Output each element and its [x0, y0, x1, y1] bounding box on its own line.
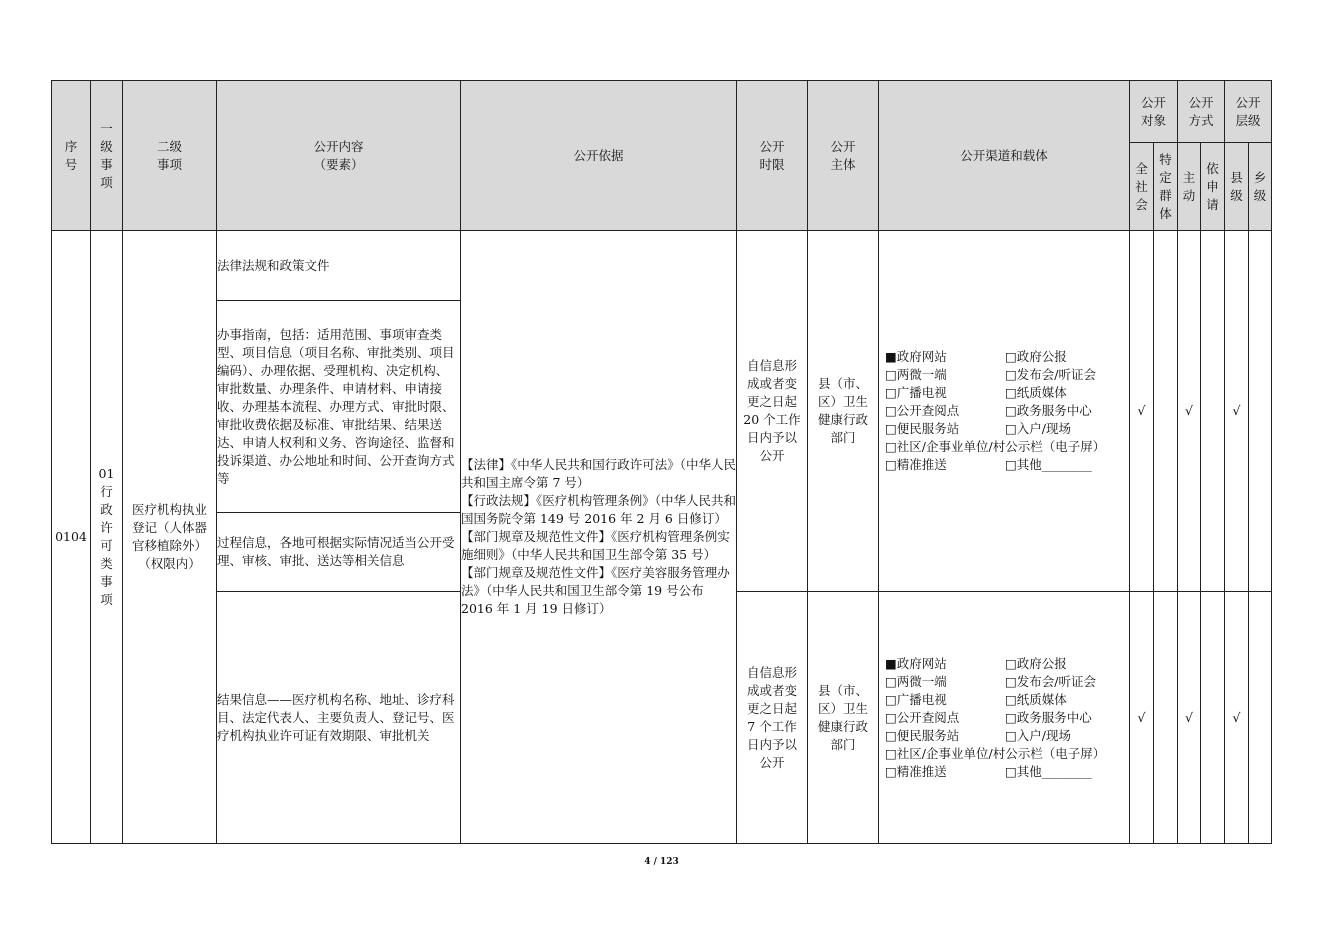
row-seq: 0104: [52, 231, 91, 844]
header-level1: 一 级 事 项: [91, 81, 123, 231]
header-target-all: 全 社 会: [1130, 143, 1154, 231]
content-result: 结果信息——医疗机构名称、地址、诊疗科目、法定代表人、主要负责人、登记号、医疗机构执业许可证有效期限、审批机关: [217, 592, 461, 844]
header-target: 公开 对象: [1130, 81, 1178, 143]
row-level2: 医疗机构执业 登记（人体器 官移植除外） （权限内）: [123, 231, 217, 844]
channels-1: ■政府网站 □政府公报 □两微一端 □发布会/听证会 □广播电视 □纸质媒体 □公开查阅点 □政务服务中心 □便民服务站 □入户/现场 □社区/企事业单位/村公示栏（电子屏） □精准推送 □其他________: [879, 231, 1130, 592]
header-seq: 序 号: [52, 81, 91, 231]
check-target-group-1: [1154, 231, 1178, 592]
subject-1: 县（市、 区）卫生 健康行政 部门: [808, 231, 879, 592]
check-level-county-2: √: [1225, 592, 1249, 844]
header-method-apply: 依 申 请: [1201, 143, 1225, 231]
content-laws: 法律法规和政策文件: [217, 231, 461, 301]
check-target-group-2: [1154, 592, 1178, 844]
content-guide: 办事指南，包括：适用范围、事项审查类型、项目信息（项目名称、审批类别、项目编码）、办理依据、受理机构、决定机构、审批数量、办理条件、申请材料、申请接收、办理基本流程、办理方式、审批时限、审批收费依据及标准、审批结果、结果送达、申请人权利和义务、咨询途径、监督和投诉渠道、办公地址和时间、公开查询方式等: [217, 301, 461, 513]
disclosure-table: [51, 80, 1272, 844]
check-method-active-1: √: [1178, 231, 1201, 592]
header-method-active: 主 动: [1178, 143, 1201, 231]
header-method: 公开 方式: [1178, 81, 1225, 143]
header-time-limit: 公开 时限: [737, 81, 808, 231]
check-target-all-1: √: [1130, 231, 1154, 592]
header-subject: 公开 主体: [808, 81, 879, 231]
check-level-township-1: [1249, 231, 1272, 592]
header-basis: 公开依据: [461, 81, 737, 231]
header-target-group: 特 定 群 体: [1154, 143, 1178, 231]
header-level2: 二级 事项: [123, 81, 217, 231]
channels-2: ■政府网站 □政府公报 □两微一端 □发布会/听证会 □广播电视 □纸质媒体 □公开查阅点 □政务服务中心 □便民服务站 □入户/现场 □社区/企事业单位/村公示栏（电子屏） □精准推送 □其他________: [879, 592, 1130, 844]
row-level1: 01 行 政 许 可 类 事 项: [91, 231, 123, 844]
check-method-apply-2: [1201, 592, 1225, 844]
header-channel: 公开渠道和载体: [879, 81, 1130, 231]
check-level-county-1: √: [1225, 231, 1249, 592]
check-target-all-2: √: [1130, 592, 1154, 844]
header-level-county: 县 级: [1225, 143, 1249, 231]
check-method-apply-1: [1201, 231, 1225, 592]
check-method-active-2: √: [1178, 592, 1201, 844]
content-process: 过程信息，各地可根据实际情况适当公开受理、审核、审批、送达等相关信息: [217, 513, 461, 592]
page-number: 4 / 123: [644, 857, 679, 867]
header-content: 公开内容 （要素）: [217, 81, 461, 231]
header-level: 公开 层级: [1225, 81, 1272, 143]
header-level-township: 乡 级: [1249, 143, 1272, 231]
check-level-township-2: [1249, 592, 1272, 844]
time-limit-2: 自信息形 成或者变 更之日起 7 个工作 日内予以 公开: [737, 592, 808, 844]
basis-cell: 【法律】《中华人民共和国行政许可法》（中华人民共和国主席令第 7 号） 【行政法规】《医疗机构管理条例》（中华人民共和国国务院令第 149 号 2016 年 2 月 6 日修订） 【部门规章及规范性文件】《医疗机构管理条例实施细则》（中华人民共和国卫生部令第 35 号） 【部门规章及规范性文件】《医疗美容服务管理办法》（中华人民共和国卫生部令第 19 号公布 2016 年 1 月 19 日修订）: [461, 231, 737, 844]
time-limit-1: 自信息形 成或者变 更之日起 20 个工作 日内予以 公开: [737, 231, 808, 592]
subject-2: 县（市、 区）卫生 健康行政 部门: [808, 592, 879, 844]
